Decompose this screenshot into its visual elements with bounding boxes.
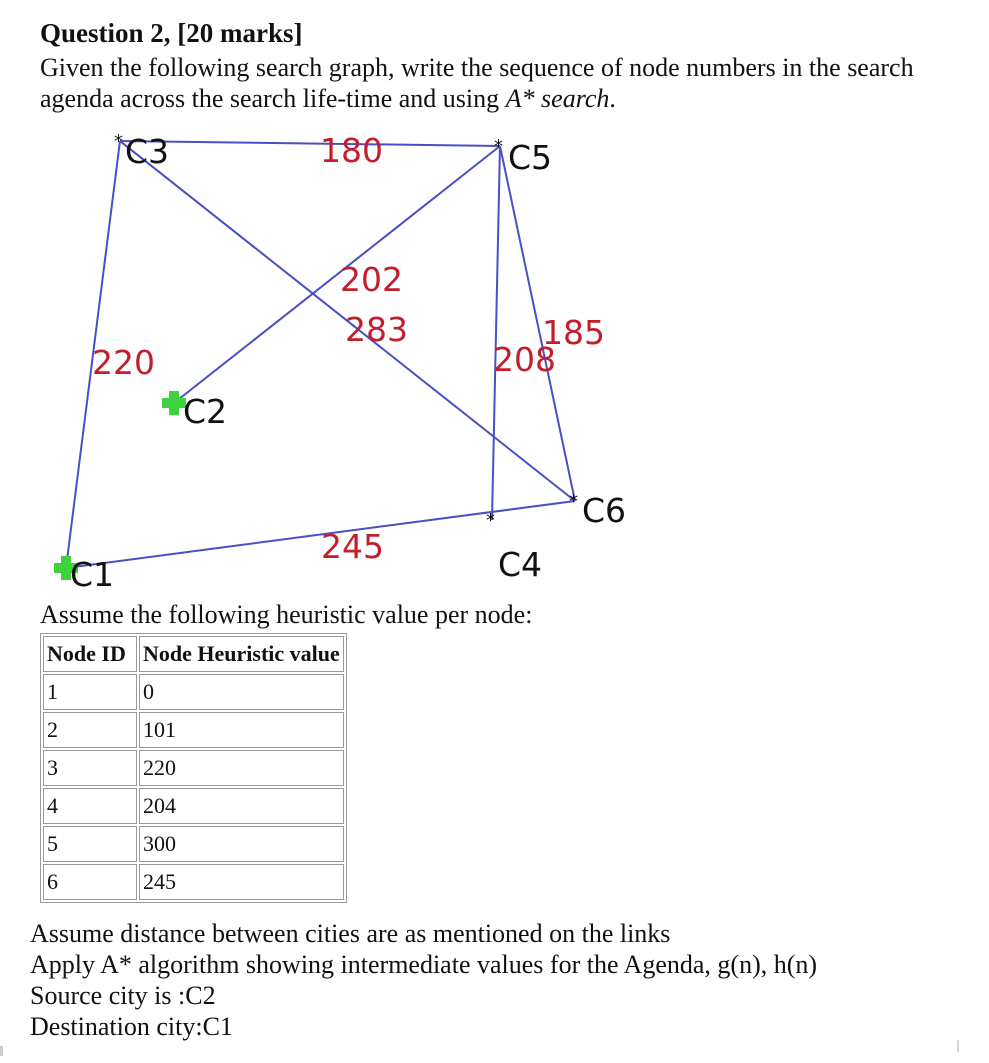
star-marker-c3: * (114, 131, 123, 152)
star-marker-c4: * (486, 510, 495, 531)
instruction-source-city: Source city is :C2 (30, 981, 216, 1010)
table-row (43, 864, 344, 900)
instruction-apply-astar: Apply A* algorithm showing intermediate values for the Agenda, g(n), h(n) (30, 950, 818, 979)
node-label-c1: C1 (70, 555, 115, 594)
search-graph (40, 128, 640, 598)
node-id-cell: 4 (43, 788, 137, 824)
prompt-end: . (609, 84, 616, 113)
prompt-text: Given the following search graph, write the sequence of node numbers in the search agenda across the search life-time and using (40, 53, 914, 113)
scan-mark (0, 1046, 3, 1056)
instruction-destination-city: Destination city:C1 (30, 1012, 233, 1041)
node-id-cell: 5 (43, 826, 137, 862)
heuristic-table (40, 633, 347, 903)
scan-mark (957, 1040, 959, 1052)
graph-weights (92, 131, 605, 566)
question-title: Question 2, [20 marks] (40, 18, 303, 48)
node-label-c2: C2 (183, 392, 228, 431)
table-row (43, 788, 344, 824)
node-label-c6: C6 (582, 491, 627, 530)
heuristic-value-cell: 245 (139, 864, 344, 900)
star-marker-c5: * (494, 136, 503, 157)
header-node-id: Node ID (43, 636, 137, 672)
node-id-cell: 3 (43, 750, 137, 786)
heuristic-value-cell: 0 (139, 674, 344, 710)
table-row (43, 674, 344, 710)
node-id-cell: 1 (43, 674, 137, 710)
prompt-emphasis: A* search (505, 84, 610, 113)
heuristic-intro: Assume the following heuristic value per node: (40, 600, 533, 629)
heuristic-value-cell: 300 (139, 826, 344, 862)
edge-weight-c2-c5: 202 (340, 260, 403, 299)
heuristic-value-cell: 220 (139, 750, 344, 786)
heuristic-value-cell: 204 (139, 788, 344, 824)
header-heuristic-value: Node Heuristic value (139, 636, 344, 672)
instructions (30, 918, 817, 1042)
question-prompt (40, 52, 970, 114)
node-label-c3: C3 (125, 132, 170, 171)
edge-weight-c5-c4: 208 (493, 340, 556, 379)
edge-weight-c5-c6: 185 (542, 313, 605, 352)
edge-weight-c3-c5: 180 (320, 131, 383, 170)
instruction-distances: Assume distance between cities are as mentioned on the links (30, 919, 671, 948)
table-row (43, 826, 344, 862)
edge-weight-c1-c6: 245 (321, 527, 384, 566)
edge-c3-c5 (120, 141, 500, 146)
edge-weight-c3-c1: 220 (92, 343, 155, 382)
star-marker-c6: * (569, 491, 578, 512)
node-label-c5: C5 (508, 138, 553, 177)
heuristic-value-cell: 101 (139, 712, 344, 748)
edge-weight-c3-c6: 283 (345, 310, 408, 349)
edge-c2-c5 (174, 146, 500, 403)
table-row (43, 750, 344, 786)
node-label-c4: C4 (498, 545, 543, 584)
table-row (43, 712, 344, 748)
heuristic-table-header (43, 636, 344, 672)
edge-c5-c4 (492, 146, 500, 520)
node-id-cell: 6 (43, 864, 137, 900)
node-id-cell: 2 (43, 712, 137, 748)
